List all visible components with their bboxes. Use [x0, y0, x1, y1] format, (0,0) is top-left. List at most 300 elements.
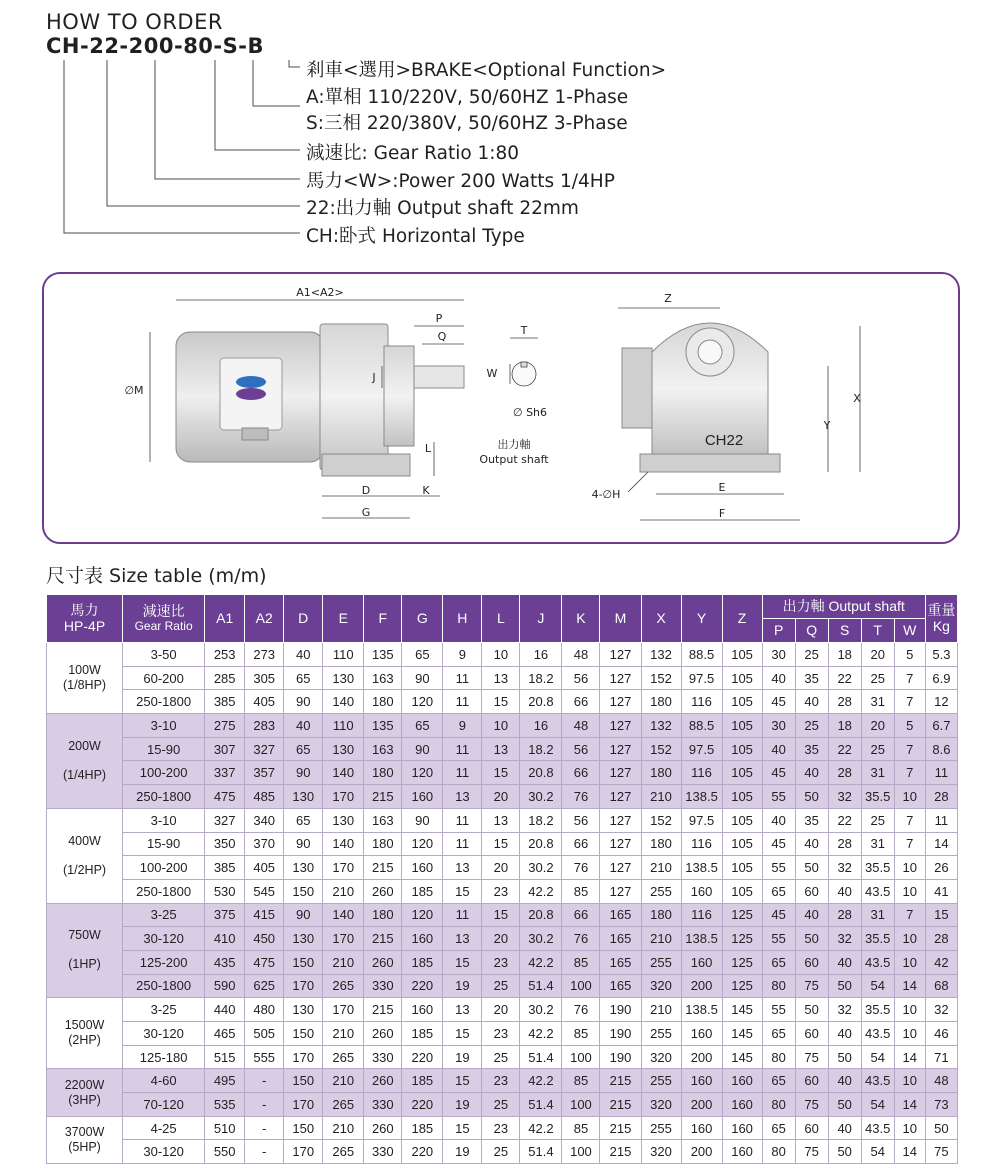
table-cell: 505	[245, 1022, 284, 1046]
table-cell: 125	[722, 950, 762, 974]
table-cell: 190	[600, 1045, 641, 1069]
table-cell: 28	[828, 690, 861, 714]
table-cell: 48	[562, 643, 600, 667]
table-cell: 510	[205, 1116, 245, 1140]
table-cell: 530	[205, 879, 245, 903]
dim-label-l: L	[424, 442, 432, 455]
table-cell: 180	[364, 903, 402, 927]
table-cell: 120	[402, 903, 443, 927]
power-rating-watts: 1500W	[64, 1018, 105, 1033]
dim-label-y: Y	[823, 419, 831, 432]
table-cell: 20.8	[520, 761, 562, 785]
table-row	[47, 974, 958, 998]
table-cell: 32	[828, 927, 861, 951]
table-cell: 130	[284, 998, 323, 1022]
gear-ratio-cell: 15-90	[123, 737, 205, 761]
table-cell: 15	[443, 1116, 482, 1140]
power-rating-watts: 200W	[68, 738, 101, 753]
table-cell: 9	[443, 714, 482, 738]
power-rating-watts: 400W	[68, 833, 101, 848]
table-cell: 5	[894, 643, 925, 667]
table-cell: 130	[284, 856, 323, 880]
table-cell: 13	[443, 856, 482, 880]
table-cell: 19	[443, 1045, 482, 1069]
table-cell: 152	[641, 737, 681, 761]
table-cell: 160	[722, 1140, 762, 1164]
table-cell: 65	[762, 950, 795, 974]
table-cell: 35.5	[861, 856, 894, 880]
table-cell: 132	[641, 643, 681, 667]
table-cell: 65	[762, 879, 795, 903]
table-cell: 54	[861, 1093, 894, 1117]
table-cell: 135	[364, 714, 402, 738]
table-cell: 41	[925, 879, 957, 903]
table-cell: 88.5	[681, 714, 722, 738]
table-cell: 327	[245, 737, 284, 761]
table-cell: 357	[245, 761, 284, 785]
table-cell: 80	[762, 1093, 795, 1117]
table-cell: 160	[722, 1069, 762, 1093]
table-cell: 120	[402, 690, 443, 714]
table-cell: 163	[364, 737, 402, 761]
table-cell: 170	[323, 785, 364, 809]
table-cell: 105	[722, 690, 762, 714]
how-to-order-section	[0, 0, 1000, 260]
dim-label-j: J	[372, 371, 376, 384]
gear-ratio-cell: 250-1800	[123, 879, 205, 903]
table-cell: 138.5	[681, 785, 722, 809]
table-cell: 120	[402, 761, 443, 785]
table-cell: 160	[402, 856, 443, 880]
table-cell: 40	[795, 832, 828, 856]
table-cell: 50	[795, 785, 828, 809]
table-cell: 40	[828, 879, 861, 903]
table-cell: 200	[681, 1140, 722, 1164]
table-cell: 273	[245, 643, 284, 667]
table-cell: 127	[600, 690, 641, 714]
table-cell: 23	[482, 1069, 520, 1093]
table-cell: 283	[245, 714, 284, 738]
table-cell: 65	[402, 714, 443, 738]
table-cell: 260	[364, 1116, 402, 1140]
table-cell: 65	[284, 666, 323, 690]
table-cell: 170	[323, 856, 364, 880]
table-cell: 12	[925, 690, 957, 714]
gear-ratio-cell: 125-180	[123, 1045, 205, 1069]
table-cell: 10	[894, 927, 925, 951]
table-cell: 210	[323, 1022, 364, 1046]
order-option-three-phase: S:三相 220/380V, 50/60HZ 3-Phase	[306, 113, 628, 134]
table-cell: 11	[925, 761, 957, 785]
table-cell: 180	[364, 832, 402, 856]
table-cell: 120	[402, 832, 443, 856]
header-a1: A1	[205, 595, 245, 643]
table-cell: 125	[722, 903, 762, 927]
table-cell: 165	[600, 974, 641, 998]
gear-ratio-cell: 4-60	[123, 1069, 205, 1093]
table-cell: 10	[894, 998, 925, 1022]
table-cell: 75	[925, 1140, 957, 1164]
table-row	[47, 666, 958, 690]
table-row	[47, 1116, 958, 1140]
table-cell: 185	[402, 1116, 443, 1140]
table-cell: 160	[681, 950, 722, 974]
shaft-caption-en: Output shaft	[479, 453, 549, 466]
table-cell: 100	[562, 974, 600, 998]
table-cell: 25	[482, 974, 520, 998]
table-cell: 85	[562, 1069, 600, 1093]
table-cell: 160	[681, 1022, 722, 1046]
dim-label-g: G	[361, 506, 371, 519]
gear-ratio-cell: 3-10	[123, 714, 205, 738]
table-row	[47, 879, 958, 903]
dim-label-e: E	[718, 481, 726, 494]
table-cell: 25	[795, 643, 828, 667]
table-cell: 28	[828, 761, 861, 785]
table-cell: 10	[894, 1022, 925, 1046]
table-row	[47, 1093, 958, 1117]
dim-label-a1a2: A1<A2>	[296, 286, 344, 299]
table-cell: 66	[562, 903, 600, 927]
table-cell: 337	[205, 761, 245, 785]
table-cell: 55	[762, 785, 795, 809]
table-cell: 210	[323, 879, 364, 903]
table-cell: 40	[762, 666, 795, 690]
table-cell: 35.5	[861, 785, 894, 809]
table-cell: 18.2	[520, 666, 562, 690]
table-cell: 625	[245, 974, 284, 998]
table-cell: 30	[762, 714, 795, 738]
order-code: CH-22-200-80-S-B	[46, 34, 264, 58]
table-cell: 260	[364, 879, 402, 903]
power-rating-cell	[47, 808, 123, 903]
table-cell: 260	[364, 1069, 402, 1093]
table-cell: 30.2	[520, 998, 562, 1022]
table-cell: 31	[861, 761, 894, 785]
table-cell: 18.2	[520, 808, 562, 832]
table-cell: 320	[641, 974, 681, 998]
table-cell: 97.5	[681, 737, 722, 761]
dimension-drawing-panel	[42, 272, 960, 544]
table-cell: 32	[925, 998, 957, 1022]
table-cell: 163	[364, 808, 402, 832]
table-cell: 13	[443, 998, 482, 1022]
table-cell: 31	[861, 832, 894, 856]
table-cell: 7	[894, 903, 925, 927]
table-cell: 200	[681, 1093, 722, 1117]
table-cell: 307	[205, 737, 245, 761]
header-m: M	[600, 595, 641, 643]
table-cell: 185	[402, 879, 443, 903]
table-row	[47, 927, 958, 951]
table-cell: 215	[600, 1116, 641, 1140]
gear-ratio-cell: 125-200	[123, 950, 205, 974]
table-cell: -	[245, 1140, 284, 1164]
table-cell: -	[245, 1069, 284, 1093]
table-cell: 54	[861, 1045, 894, 1069]
table-cell: 48	[925, 1069, 957, 1093]
order-option-type: CH:卧式 Horizontal Type	[306, 226, 525, 247]
gear-ratio-cell: 30-120	[123, 1140, 205, 1164]
table-cell: 32	[828, 998, 861, 1022]
power-rating-watts: 100W	[68, 663, 101, 678]
table-cell: 28	[828, 903, 861, 927]
gear-ratio-cell: 3-50	[123, 643, 205, 667]
table-cell: 160	[681, 879, 722, 903]
table-cell: 130	[284, 785, 323, 809]
table-cell: 220	[402, 1045, 443, 1069]
table-cell: 50	[795, 927, 828, 951]
table-cell: 215	[364, 785, 402, 809]
table-cell: 73	[925, 1093, 957, 1117]
order-option-power: 馬力<W>:Power 200 Watts 1/4HP	[306, 171, 615, 192]
table-cell: 160	[681, 1069, 722, 1093]
table-cell: 200	[681, 974, 722, 998]
table-row	[47, 785, 958, 809]
table-cell: 152	[641, 808, 681, 832]
table-cell: 54	[861, 1140, 894, 1164]
table-cell: 25	[482, 1093, 520, 1117]
header-j: J	[520, 595, 562, 643]
table-cell: 30.2	[520, 785, 562, 809]
table-cell: 116	[681, 832, 722, 856]
table-cell: 65	[284, 808, 323, 832]
table-cell: 435	[205, 950, 245, 974]
table-cell: 31	[861, 690, 894, 714]
table-cell: 6.7	[925, 714, 957, 738]
table-cell: 255	[641, 1022, 681, 1046]
table-cell: 18	[828, 714, 861, 738]
table-cell: 75	[795, 1045, 828, 1069]
table-cell: 100	[562, 1093, 600, 1117]
table-cell: 51.4	[520, 1140, 562, 1164]
table-cell: 55	[762, 856, 795, 880]
table-cell: 330	[364, 1093, 402, 1117]
table-cell: 15	[482, 903, 520, 927]
dim-label-z: Z	[664, 292, 672, 305]
table-cell: 105	[722, 643, 762, 667]
table-cell: 90	[284, 690, 323, 714]
table-cell: 7	[894, 666, 925, 690]
header-gear-ratio: 減速比 Gear Ratio	[123, 595, 205, 643]
table-cell: 90	[402, 666, 443, 690]
table-cell: 125	[722, 927, 762, 951]
table-row	[47, 1022, 958, 1046]
table-cell: 145	[722, 998, 762, 1022]
gear-ratio-cell: 3-25	[123, 998, 205, 1022]
table-cell: 45	[762, 903, 795, 927]
table-cell: 30.2	[520, 856, 562, 880]
table-cell: 90	[284, 761, 323, 785]
header-output-shaft: 出力軸 Output shaft	[762, 595, 925, 619]
table-cell: 215	[600, 1093, 641, 1117]
table-cell: 210	[323, 1116, 364, 1140]
table-cell: 40	[762, 737, 795, 761]
table-cell: 85	[562, 950, 600, 974]
table-cell: 18.2	[520, 737, 562, 761]
table-cell: 145	[722, 1022, 762, 1046]
gear-ratio-cell: 250-1800	[123, 785, 205, 809]
table-cell: 43.5	[861, 1116, 894, 1140]
order-option-output-shaft: 22:出力軸 Output shaft 22mm	[306, 198, 579, 219]
table-cell: 140	[323, 832, 364, 856]
table-cell: 10	[482, 643, 520, 667]
table-cell: 255	[641, 1069, 681, 1093]
table-cell: 60	[795, 879, 828, 903]
table-cell: 7	[894, 737, 925, 761]
table-cell: 10	[894, 950, 925, 974]
table-row	[47, 1140, 958, 1164]
table-cell: 350	[205, 832, 245, 856]
gear-ratio-cell: 250-1800	[123, 690, 205, 714]
table-cell: 180	[641, 761, 681, 785]
table-cell: 43.5	[861, 1022, 894, 1046]
table-cell: 105	[722, 666, 762, 690]
table-cell: 255	[641, 950, 681, 974]
table-cell: 160	[402, 927, 443, 951]
table-cell: 50	[828, 974, 861, 998]
header-y: Y	[681, 595, 722, 643]
table-cell: 15	[482, 761, 520, 785]
table-cell: 140	[323, 761, 364, 785]
power-rating-watts: 3700W	[64, 1124, 105, 1139]
table-cell: 110	[323, 714, 364, 738]
power-rating-hp: (2HP)	[68, 1033, 101, 1048]
table-cell: 265	[323, 1045, 364, 1069]
table-cell: 7	[894, 690, 925, 714]
table-cell: 25	[861, 737, 894, 761]
header-l: L	[482, 595, 520, 643]
table-cell: 150	[284, 1022, 323, 1046]
table-cell: 130	[323, 808, 364, 832]
dim-label-p: P	[435, 312, 443, 325]
table-cell: 145	[722, 1045, 762, 1069]
table-cell: 26	[925, 856, 957, 880]
table-cell: 45	[762, 832, 795, 856]
table-cell: 76	[562, 856, 600, 880]
table-row	[47, 1069, 958, 1093]
table-cell: 127	[600, 856, 641, 880]
table-cell: 31	[861, 903, 894, 927]
gear-ratio-cell: 100-200	[123, 856, 205, 880]
table-cell: 90	[402, 737, 443, 761]
table-cell: 475	[245, 950, 284, 974]
table-cell: 265	[323, 1140, 364, 1164]
table-cell: 100	[562, 1045, 600, 1069]
table-cell: 11	[443, 903, 482, 927]
table-row	[47, 832, 958, 856]
table-cell: 30	[762, 643, 795, 667]
table-cell: 22	[828, 666, 861, 690]
table-cell: 185	[402, 1022, 443, 1046]
table-cell: 50	[795, 998, 828, 1022]
gear-ratio-cell: 15-90	[123, 832, 205, 856]
gear-ratio-cell: 30-120	[123, 927, 205, 951]
table-cell: 42.2	[520, 1069, 562, 1093]
table-cell: 10	[894, 1116, 925, 1140]
table-cell: 105	[722, 714, 762, 738]
table-cell: 11	[443, 761, 482, 785]
table-cell: 13	[443, 785, 482, 809]
table-cell: 60	[795, 1116, 828, 1140]
table-cell: 23	[482, 1116, 520, 1140]
table-cell: 68	[925, 974, 957, 998]
dim-label-m: ∅M	[124, 384, 144, 397]
table-cell: 127	[600, 832, 641, 856]
table-cell: 66	[562, 690, 600, 714]
order-option-single-phase: A:單相 110/220V, 50/60HZ 1-Phase	[306, 87, 629, 108]
power-rating-cell	[47, 903, 123, 998]
table-cell: 40	[795, 761, 828, 785]
table-cell: 170	[284, 1045, 323, 1069]
table-cell: 375	[205, 903, 245, 927]
table-cell: 8.6	[925, 737, 957, 761]
table-cell: 160	[681, 1116, 722, 1140]
table-cell: 265	[323, 1093, 364, 1117]
table-cell: 48	[562, 714, 600, 738]
table-cell: 475	[205, 785, 245, 809]
table-cell: 5	[894, 714, 925, 738]
power-rating-cell	[47, 1069, 123, 1116]
table-cell: 20.8	[520, 832, 562, 856]
table-cell: 180	[364, 761, 402, 785]
table-cell: 190	[600, 998, 641, 1022]
dim-label-q: Q	[437, 330, 447, 343]
table-cell: 19	[443, 1093, 482, 1117]
gear-ratio-cell: 3-10	[123, 808, 205, 832]
table-cell: 42.2	[520, 1022, 562, 1046]
table-cell: 22	[828, 737, 861, 761]
header-q: Q	[795, 619, 828, 643]
power-rating-hp: (1/2HP)	[63, 862, 107, 877]
table-cell: 116	[681, 690, 722, 714]
table-cell: 320	[641, 1140, 681, 1164]
table-cell: 13	[482, 666, 520, 690]
order-option-gear-ratio: 減速比: Gear Ratio 1:80	[306, 143, 520, 164]
table-cell: 180	[641, 832, 681, 856]
table-cell: 32	[828, 785, 861, 809]
table-cell: 150	[284, 950, 323, 974]
size-table-header	[47, 595, 958, 643]
table-cell: 16	[520, 714, 562, 738]
table-cell: 11	[443, 832, 482, 856]
table-cell: 97.5	[681, 666, 722, 690]
table-cell: 127	[600, 737, 641, 761]
table-cell: 200	[681, 1045, 722, 1069]
power-rating-hp: (1/8HP)	[63, 678, 107, 693]
table-cell: 10	[894, 785, 925, 809]
table-cell: 14	[925, 832, 957, 856]
table-cell: 40	[828, 1022, 861, 1046]
table-cell: 127	[600, 666, 641, 690]
table-cell: 35.5	[861, 927, 894, 951]
dim-label-sh6: ∅ Sh6	[512, 406, 548, 419]
table-cell: 20	[482, 998, 520, 1022]
gear-ratio-cell: 3-25	[123, 903, 205, 927]
table-cell: 165	[600, 903, 641, 927]
table-cell: 16	[520, 643, 562, 667]
header-e: E	[323, 595, 364, 643]
table-cell: 550	[205, 1140, 245, 1164]
table-cell: 190	[600, 1022, 641, 1046]
table-cell: 210	[641, 856, 681, 880]
table-cell: 185	[402, 1069, 443, 1093]
table-cell: 440	[205, 998, 245, 1022]
table-cell: 185	[402, 950, 443, 974]
table-cell: 555	[245, 1045, 284, 1069]
table-cell: 150	[284, 879, 323, 903]
table-cell: 450	[245, 927, 284, 951]
